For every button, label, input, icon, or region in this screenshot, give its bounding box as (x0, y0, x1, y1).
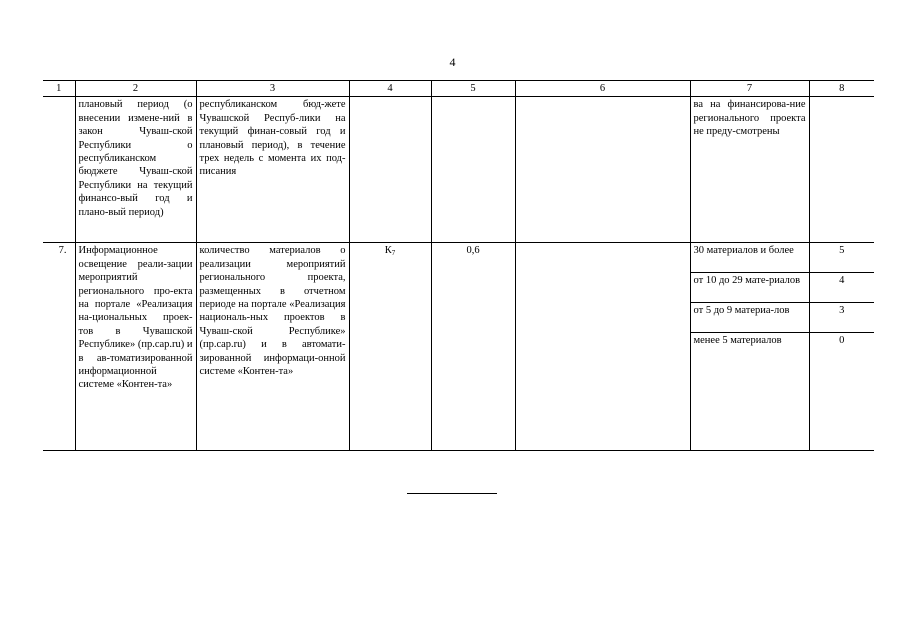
cell (43, 97, 75, 243)
header-cell: 7 (690, 81, 809, 97)
table-row (43, 243, 874, 451)
score-cell (809, 243, 874, 451)
header-cell: 1 (43, 81, 75, 97)
criterion-score: 0 (839, 335, 845, 347)
header-cell: 6 (515, 81, 690, 97)
criterion-text: от 10 до 29 мате-риалов (691, 273, 809, 303)
page-number: 4 (449, 55, 456, 69)
coefficient-label: $К_7$ (349, 243, 431, 451)
indicator-table (43, 80, 874, 451)
criterion-score: 4 (810, 273, 875, 303)
header-row (43, 81, 874, 97)
weight-value: 0,6 (431, 243, 515, 451)
event-description: Информационное освещение реали-зации мероприятий регионального про-екта на портале «Реализация на-циональных проек-тов в Чувашской Республике» (пр.cap.ru) и в ав-томатизированной информационной системе «Контен-та» (75, 243, 196, 451)
indicator-description: количество материалов о реализации мероприятий регионального проекта, размещенных в отчетном периоде на портале «Реализация националь-ных проектов в Чуваш-ской Республике» (пр.cap.ru) и в автомати-зированной информаци-онной системе «Контен-та» (196, 243, 349, 451)
cell (349, 97, 431, 243)
continuation-criteria-text: ва на финансирова-ние регионального проекта не преду-смотрены (690, 97, 809, 243)
criterion-score: 5 (810, 243, 875, 273)
cell (809, 97, 874, 243)
continuation-indicator-text: республиканском бюд-жете Чувашской Респуб-лики на текущий финан-совый год и плановый период), в течение трех недель с момента их под-писания (196, 97, 349, 243)
header-cell: 8 (809, 81, 874, 97)
footer-divider (407, 493, 497, 494)
header-cell: 4 (349, 81, 431, 97)
cell (431, 97, 515, 243)
cell (515, 243, 690, 451)
header-cell: 5 (431, 81, 515, 97)
criterion-text: 30 материалов и более (691, 243, 809, 273)
continuation-row (43, 97, 874, 243)
header-cell: 3 (196, 81, 349, 97)
cell (515, 97, 690, 243)
criterion-text: от 5 до 9 материа-лов (691, 303, 809, 333)
row-number: 7. (43, 243, 75, 451)
header-cell: 2 (75, 81, 196, 97)
criterion-score: 3 (810, 303, 875, 333)
criterion-text: менее 5 материалов (693, 335, 782, 347)
criteria-cell (690, 243, 809, 451)
continuation-event-text: плановый период (о внесении измене-ний в закон Чуваш-ской Республики о республиканском бюджете Чуваш-ской Республики на текущий финансо-вый год и плано-вый период) (75, 97, 196, 243)
